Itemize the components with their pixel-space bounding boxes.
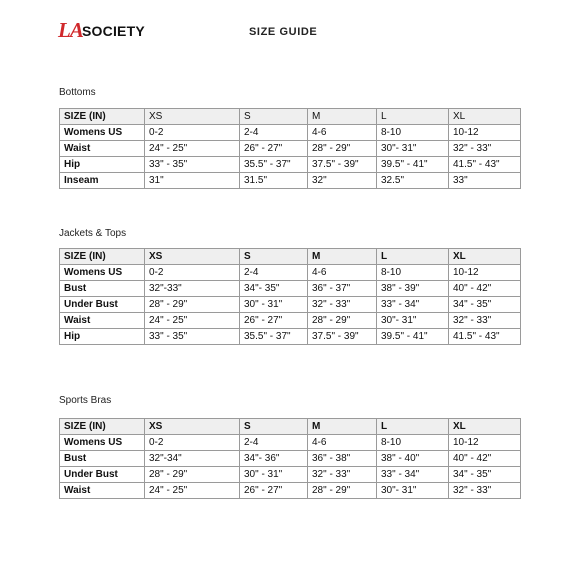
- size-value-cell: 0-2: [145, 265, 240, 281]
- size-value-cell: 30"- 31": [377, 313, 449, 329]
- size-value-cell: 31": [145, 173, 240, 189]
- row-label-cell: Under Bust: [60, 467, 145, 483]
- size-value-cell: 24" - 25": [145, 141, 240, 157]
- page-title: SIZE GUIDE: [249, 26, 318, 38]
- size-value-cell: 2-4: [240, 125, 308, 141]
- size-value-cell: 32"-33": [145, 281, 240, 297]
- size-value-cell: 4-6: [308, 125, 377, 141]
- table-row: [60, 157, 521, 173]
- size-value-cell: 0-2: [145, 125, 240, 141]
- size-value-cell: 2-4: [240, 265, 308, 281]
- header-cell: XS: [145, 109, 240, 125]
- size-value-cell: 41.5" - 43": [449, 157, 521, 173]
- header-cell: SIZE (IN): [60, 249, 145, 265]
- size-value-cell: 40" - 42": [449, 281, 521, 297]
- section-title-jackets: Jackets & Tops: [59, 228, 127, 239]
- header-cell: S: [240, 109, 308, 125]
- size-value-cell: 10-12: [449, 265, 521, 281]
- size-value-cell: 30"- 31": [377, 141, 449, 157]
- table-header-row: [60, 249, 521, 265]
- size-value-cell: 35.5" - 37": [240, 329, 308, 345]
- table-row: [60, 281, 521, 297]
- row-label-cell: Inseam: [60, 173, 145, 189]
- table-row: [60, 435, 521, 451]
- size-value-cell: 4-6: [308, 435, 377, 451]
- size-value-cell: 41.5" - 43": [449, 329, 521, 345]
- table-row: [60, 125, 521, 141]
- row-label-cell: Womens US: [60, 125, 145, 141]
- table-row: [60, 265, 521, 281]
- table-header-row: [60, 109, 521, 125]
- header-cell: XL: [449, 419, 521, 435]
- row-label-cell: Bust: [60, 451, 145, 467]
- size-value-cell: 30" - 31": [240, 297, 308, 313]
- header-cell: SIZE (IN): [60, 419, 145, 435]
- logo-mark: LA: [58, 18, 83, 42]
- header-cell: S: [240, 419, 308, 435]
- size-value-cell: 38" - 39": [377, 281, 449, 297]
- size-value-cell: 30" - 31": [240, 467, 308, 483]
- size-value-cell: 2-4: [240, 435, 308, 451]
- size-value-cell: 32" - 33": [449, 313, 521, 329]
- size-value-cell: 34" - 35": [449, 467, 521, 483]
- size-value-cell: 37.5" - 39": [308, 329, 377, 345]
- size-value-cell: 36" - 38": [308, 451, 377, 467]
- size-value-cell: 33": [449, 173, 521, 189]
- size-value-cell: 40" - 42": [449, 451, 521, 467]
- header-cell: L: [377, 109, 449, 125]
- header-cell: L: [377, 249, 449, 265]
- table-row: [60, 141, 521, 157]
- size-value-cell: 26" - 27": [240, 313, 308, 329]
- size-value-cell: 34"- 36": [240, 451, 308, 467]
- size-value-cell: 32" - 33": [449, 141, 521, 157]
- size-value-cell: 37.5" - 39": [308, 157, 377, 173]
- size-value-cell: 39.5" - 41": [377, 157, 449, 173]
- size-value-cell: 32": [308, 173, 377, 189]
- size-value-cell: 32.5": [377, 173, 449, 189]
- size-value-cell: 0-2: [145, 435, 240, 451]
- row-label-cell: Hip: [60, 157, 145, 173]
- row-label-cell: Hip: [60, 329, 145, 345]
- table-row: [60, 297, 521, 313]
- sports-bras-size-table: [59, 418, 521, 499]
- header-cell: M: [308, 109, 377, 125]
- table-row: [60, 451, 521, 467]
- row-label-cell: Bust: [60, 281, 145, 297]
- size-value-cell: 38" - 40": [377, 451, 449, 467]
- header-cell: M: [308, 419, 377, 435]
- table-row: [60, 483, 521, 499]
- size-value-cell: 33" - 34": [377, 467, 449, 483]
- size-value-cell: 4-6: [308, 265, 377, 281]
- header-cell: XL: [449, 249, 521, 265]
- size-value-cell: 35.5" - 37": [240, 157, 308, 173]
- row-label-cell: Womens US: [60, 435, 145, 451]
- size-value-cell: 8-10: [377, 125, 449, 141]
- size-value-cell: 10-12: [449, 435, 521, 451]
- size-value-cell: 24" - 25": [145, 483, 240, 499]
- size-value-cell: 34" - 35": [449, 297, 521, 313]
- table-row: [60, 173, 521, 189]
- header-cell: L: [377, 419, 449, 435]
- size-value-cell: 28" - 29": [308, 141, 377, 157]
- header-cell: XS: [145, 419, 240, 435]
- header-cell: M: [308, 249, 377, 265]
- size-value-cell: 34"- 35": [240, 281, 308, 297]
- size-value-cell: 31.5": [240, 173, 308, 189]
- size-value-cell: 33" - 34": [377, 297, 449, 313]
- size-value-cell: 32" - 33": [308, 297, 377, 313]
- row-label-cell: Waist: [60, 483, 145, 499]
- table-header-row: [60, 419, 521, 435]
- size-value-cell: 10-12: [449, 125, 521, 141]
- row-label-cell: Under Bust: [60, 297, 145, 313]
- size-value-cell: 32" - 33": [308, 467, 377, 483]
- bottoms-size-table: [59, 108, 521, 189]
- table-row: [60, 313, 521, 329]
- size-value-cell: 33" - 35": [145, 157, 240, 173]
- size-value-cell: 26" - 27": [240, 141, 308, 157]
- size-value-cell: 39.5" - 41": [377, 329, 449, 345]
- size-value-cell: 32"-34": [145, 451, 240, 467]
- row-label-cell: Waist: [60, 141, 145, 157]
- size-value-cell: 8-10: [377, 435, 449, 451]
- section-title-sports-bras: Sports Bras: [59, 395, 112, 406]
- header-cell: XL: [449, 109, 521, 125]
- table-row: [60, 467, 521, 483]
- section-title-bottoms: Bottoms: [59, 87, 96, 98]
- size-value-cell: 28" - 29": [308, 313, 377, 329]
- size-value-cell: 28" - 29": [145, 467, 240, 483]
- jackets-size-table: [59, 248, 521, 345]
- header-cell: SIZE (IN): [60, 109, 145, 125]
- header-cell: XS: [145, 249, 240, 265]
- size-value-cell: 32" - 33": [449, 483, 521, 499]
- table-row: [60, 329, 521, 345]
- size-value-cell: 26" - 27": [240, 483, 308, 499]
- size-value-cell: 30"- 31": [377, 483, 449, 499]
- size-value-cell: 24" - 25": [145, 313, 240, 329]
- size-value-cell: 8-10: [377, 265, 449, 281]
- size-value-cell: 36" - 37": [308, 281, 377, 297]
- row-label-cell: Waist: [60, 313, 145, 329]
- header-cell: S: [240, 249, 308, 265]
- size-value-cell: 28" - 29": [145, 297, 240, 313]
- size-value-cell: 28" - 29": [308, 483, 377, 499]
- logo-text: SOCIETY: [82, 23, 145, 39]
- size-value-cell: 33" - 35": [145, 329, 240, 345]
- row-label-cell: Womens US: [60, 265, 145, 281]
